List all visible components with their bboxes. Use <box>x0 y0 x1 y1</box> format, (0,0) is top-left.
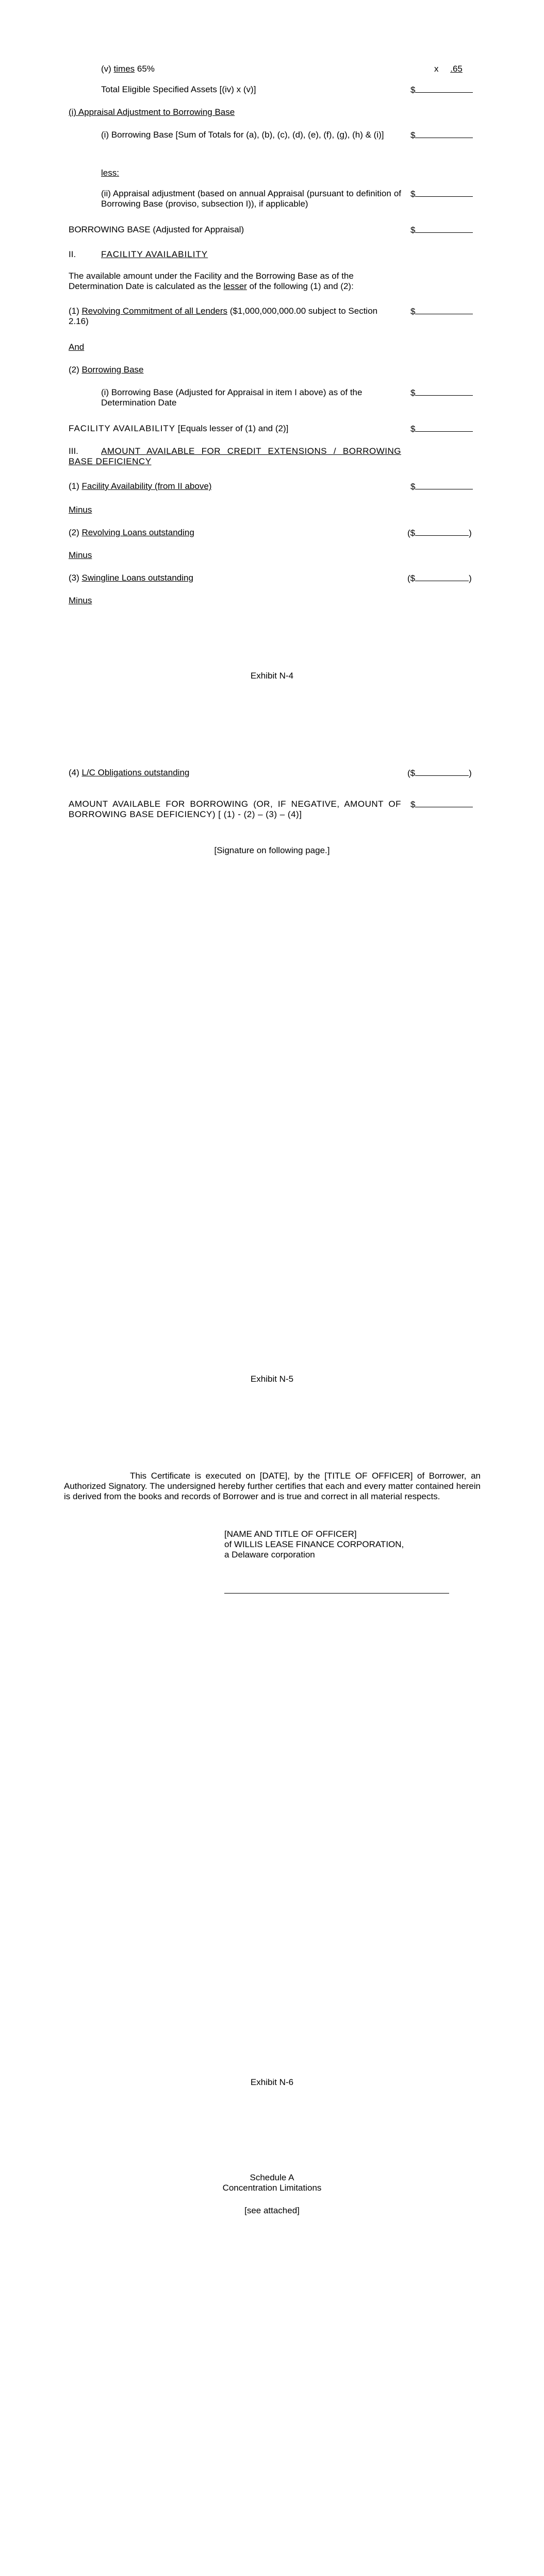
iii-1-blank: $ <box>410 481 473 492</box>
item-2-i-text: (i) Borrowing Base (Adjusted for Appraisal in item I above) as of the Determination Date <box>101 387 362 408</box>
minus-label-2: Minus <box>69 550 92 560</box>
less-label: less: <box>101 168 119 178</box>
facility-availability-blank: $ <box>410 423 473 434</box>
minus-label-1: Minus <box>69 505 92 515</box>
section-iii-title: AMOUNT AVAILABLE FOR CREDIT EXTENSIONS / BORROWING BASE DEFICIENCY <box>69 446 401 466</box>
iii-3-swingline-loans: (3) Swingline Loans outstanding <box>69 573 193 583</box>
iii-1-facility-availability: (1) Facility Availability (from II above) <box>69 481 212 491</box>
item-2-i-blank: $ <box>410 387 473 398</box>
schedule-subtitle: Concentration Limitations <box>222 2183 322 2193</box>
appraisal-adjustment-heading: (i) Appraisal Adjustment to Borrowing Base <box>69 107 235 117</box>
item-1-revolving-commitment: (1) Revolving Commitment of all Lenders ($1,000,000,000.00 subject to Section 2.16) <box>69 306 378 326</box>
total-eligible-label: Total Eligible Specified Assets [(iv) x (v)] <box>101 84 256 94</box>
signer-entity: a Delaware corporation <box>224 1550 315 1560</box>
facility-intro: The available amount under the Facility and the Borrowing Base as of the Determination Date is calculated as the lesser of the following (1) and (2): <box>69 271 354 291</box>
item-i-borrowing-base: (i) Borrowing Base [Sum of Totals for (a), (b), (c), (d), (e), (f), (g), (h) & (i)] <box>101 130 384 140</box>
section-iii-number: III. <box>69 446 78 456</box>
page-exhibit-n7 <box>0 2110 544 2576</box>
page-exhibit-n5 <box>0 703 544 1406</box>
iii-4-blank: ($ ) <box>407 768 472 778</box>
signature-note: [Signature on following page.] <box>214 845 330 855</box>
item-ii-appraisal: (ii) Appraisal adjustment (based on annual Appraisal (pursuant to definition of Borrowing Base (proviso, subsection I)), if applicable) <box>101 189 401 209</box>
iii-2-blank: ($ ) <box>407 528 472 538</box>
item-ii-blank: $ <box>410 189 473 199</box>
item-1-blank: $ <box>410 306 473 317</box>
amount-available-blank: $ <box>410 799 473 810</box>
schedule-title: Schedule A <box>250 2173 294 2182</box>
minus-label-3: Minus <box>69 596 92 605</box>
section-ii-number: II. <box>69 249 76 259</box>
borrowing-base-adjusted-blank: $ <box>410 225 473 235</box>
iii-2-revolving-loans: (2) Revolving Loans outstanding <box>69 528 194 537</box>
signer-name: [NAME AND TITLE OF OFFICER] <box>224 1529 357 1539</box>
exhibit-footer: Exhibit N-6 <box>250 2077 294 2087</box>
line-v-value: x .65 <box>434 64 463 74</box>
certificate-paragraph: This Certificate is executed on [DATE], by the [TITLE OF OFFICER] of Borrower, an Authorized Signatory. The undersigned hereby further certifies that each and every matter contained herein is derived from the books and records of Borrower and is true and correct in all material respects. <box>64 1471 481 1501</box>
page-exhibit-n4 <box>0 0 544 703</box>
borrowing-base-adjusted-label: BORROWING BASE (Adjusted for Appraisal) <box>69 225 244 234</box>
total-eligible-blank: $ <box>410 84 473 95</box>
schedule-note: [see attached] <box>244 2206 300 2215</box>
item-i-blank: $ <box>410 130 473 141</box>
iii-4-lc-obligations: (4) L/C Obligations outstanding <box>69 768 190 777</box>
amount-available-text: AMOUNT AVAILABLE FOR BORROWING (OR, IF NEGATIVE, AMOUNT OF BORROWING BASE DEFICIENCY) [ (1) - (2) – (3) – (4)] <box>69 799 401 819</box>
exhibit-footer: Exhibit N-5 <box>250 1374 294 1384</box>
section-ii-title: FACILITY AVAILABILITY <box>101 249 208 259</box>
facility-availability-line: FACILITY AVAILABILITY [Equals lesser of (1) and (2)] <box>69 423 289 433</box>
item-2-borrowing-base: (2) Borrowing Base <box>69 365 144 375</box>
iii-3-blank: ($ ) <box>407 573 472 583</box>
and-label: And <box>69 342 85 352</box>
page-exhibit-n6 <box>0 1406 544 2110</box>
signature-line <box>224 1593 449 1594</box>
exhibit-footer: Exhibit N-4 <box>250 671 294 681</box>
line-v-label: (v) times 65% <box>101 64 155 74</box>
signer-company: of WILLIS LEASE FINANCE CORPORATION, <box>224 1539 404 1549</box>
